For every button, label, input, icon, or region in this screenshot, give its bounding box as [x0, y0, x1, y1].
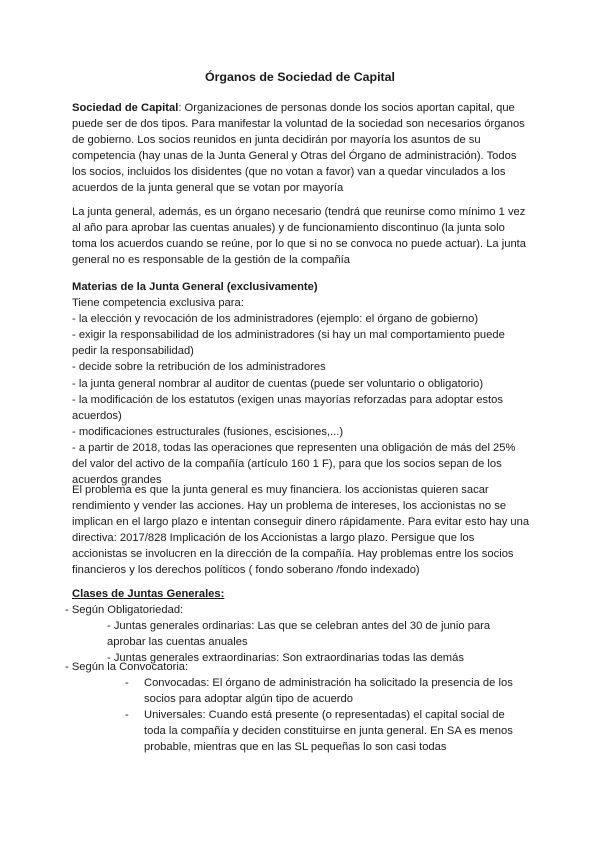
conv-item-bullet: - [125, 709, 129, 721]
materias-line: - modificaciones estructurales (fusiones, escisiones,...) [72, 425, 344, 438]
intro-line: puede ser de dos tipos. Para manifestar la voluntad de la sociedad son necesarios órganos [72, 118, 525, 131]
conv-item-line: probable, mientras que en las SL pequeñas lo son casi todas [144, 741, 447, 754]
conv-item-line: toda la compañía y deciden constituirse en junta general. En SA es menos [144, 725, 513, 738]
oblig-label [65, 602, 183, 618]
materias-line: Tiene competencia exclusiva para: [72, 297, 244, 310]
oblig-item-line: - Juntas generales extraordinarias: Son extraordinarias todas las demás [107, 652, 464, 665]
problema-line: directiva: 2017/828 Implicación de los Accionistas a largo plazo. Persigue que los [72, 532, 475, 545]
conv-label-text: - Según la Convocatoria: [65, 661, 189, 673]
intro-line: competencia (hay unas de la Junta General y Otras del Órgano de administración). Todos [72, 150, 517, 163]
materias-heading-text: Materias de la Junta General (exclusivamente) [72, 281, 318, 293]
problema-line: accionistas se involucren en la dirección de la compañía. Hay problemas entre los socios [72, 548, 514, 561]
materias-line: acuerdos) [72, 409, 122, 422]
clases-heading-text: Clases de Juntas Generales: [72, 588, 225, 600]
problema-line: El problema es que la junta general es muy financiera. los accionistas quieren sacar [72, 484, 489, 496]
conv-item [144, 707, 513, 755]
problema-paragraph [72, 482, 532, 579]
conv-label [65, 659, 188, 675]
junta-line: al año para aprobar las cuentas anuales) y de funcionamiento discontinuo (la junta solo [72, 222, 505, 235]
clases-heading [72, 586, 532, 602]
intro-colon: : [178, 102, 182, 114]
oblig-label-text: - Según Obligatoriedad: [65, 604, 184, 616]
intro-line [72, 100, 532, 116]
materias-line: del valor del activo de la compañía (artículo 160 1 F), para que los socios sepan de los [72, 458, 502, 471]
intro-text: Organizaciones de personas donde los socios aportan capital, que [181, 102, 515, 114]
materias-line: - decide sobre la retribución de los administradores [72, 361, 326, 374]
junta-line: general no es responsable de la gestión de la compañía [72, 254, 351, 267]
conv-item [144, 675, 513, 707]
problema-line: implican en el largo plazo e intentan conseguir dinero rápidamente. Para evitar esto hay una [72, 516, 530, 529]
oblig-item-line: - Juntas generales ordinarias: Las que se celebran antes del 30 de junio para [107, 620, 491, 632]
junta-paragraph [72, 204, 532, 268]
materias-line: - la elección y revocación de los administradores (ejemplo: el órgano de gobierno) [72, 313, 479, 326]
junta-line: toma los acuerdos cuando se reúne, por lo que si no se convoca no puede actuar). La junta [72, 238, 527, 251]
materias-line: - la modificación de los estatutos (exigen unas mayorías reforzadas para adoptar estos [72, 393, 503, 406]
intro-term: Sociedad de Capital [72, 102, 179, 114]
materias-section [72, 279, 532, 488]
problema-line: rendimiento y vender las acciones. Hay un problema de intereses, los accionistas no se [72, 500, 507, 513]
materias-line: - exigir la responsabilidad de los administradores (si hay un mal comportamiento puede [72, 329, 505, 342]
intro-line: de gobierno. Los socios reunidos en junta decidirán por mayoría los asuntos de su [72, 134, 481, 147]
materias-line: - a partir de 2018, todas las operaciones que representen una obligación de más del 25% [72, 441, 516, 454]
materias-line: acuerdos grandes [72, 474, 162, 487]
problema-line: financieros y los derechos políticos ( fondo soberano /fondo indexado) [72, 564, 420, 577]
materias-line: pedir la responsabilidad) [72, 345, 194, 358]
conv-item-bullet: - [125, 677, 129, 689]
materias-line: - la junta general nombrar al auditor de cuentas (puede ser voluntario o obligatorio) [72, 377, 484, 390]
conv-item-line: socios para adoptar algún tipo de acuerdo [144, 693, 353, 706]
conv-item-line: Convocadas: El órgano de administración ha solicitado la presencia de los [144, 677, 513, 689]
intro-line: los socios, incluidos los disidentes (que no votan a favor) van a quedar vinculados a los [72, 166, 506, 179]
oblig-item-line: aprobar las cuentas anuales [107, 636, 248, 649]
junta-line: La junta general, además, es un órgano necesario (tendrá que reunirse como mínimo 1 vez [72, 206, 526, 218]
intro-paragraph [72, 100, 532, 197]
intro-line: acuerdos de la junta general que se votan por mayoría [72, 182, 344, 195]
materias-heading [72, 279, 532, 295]
conv-item-line: Universales: Cuando está presente (o representadas) el capital social de [144, 709, 505, 721]
page-title: Órganos de Sociedad de Capital [204, 70, 396, 84]
